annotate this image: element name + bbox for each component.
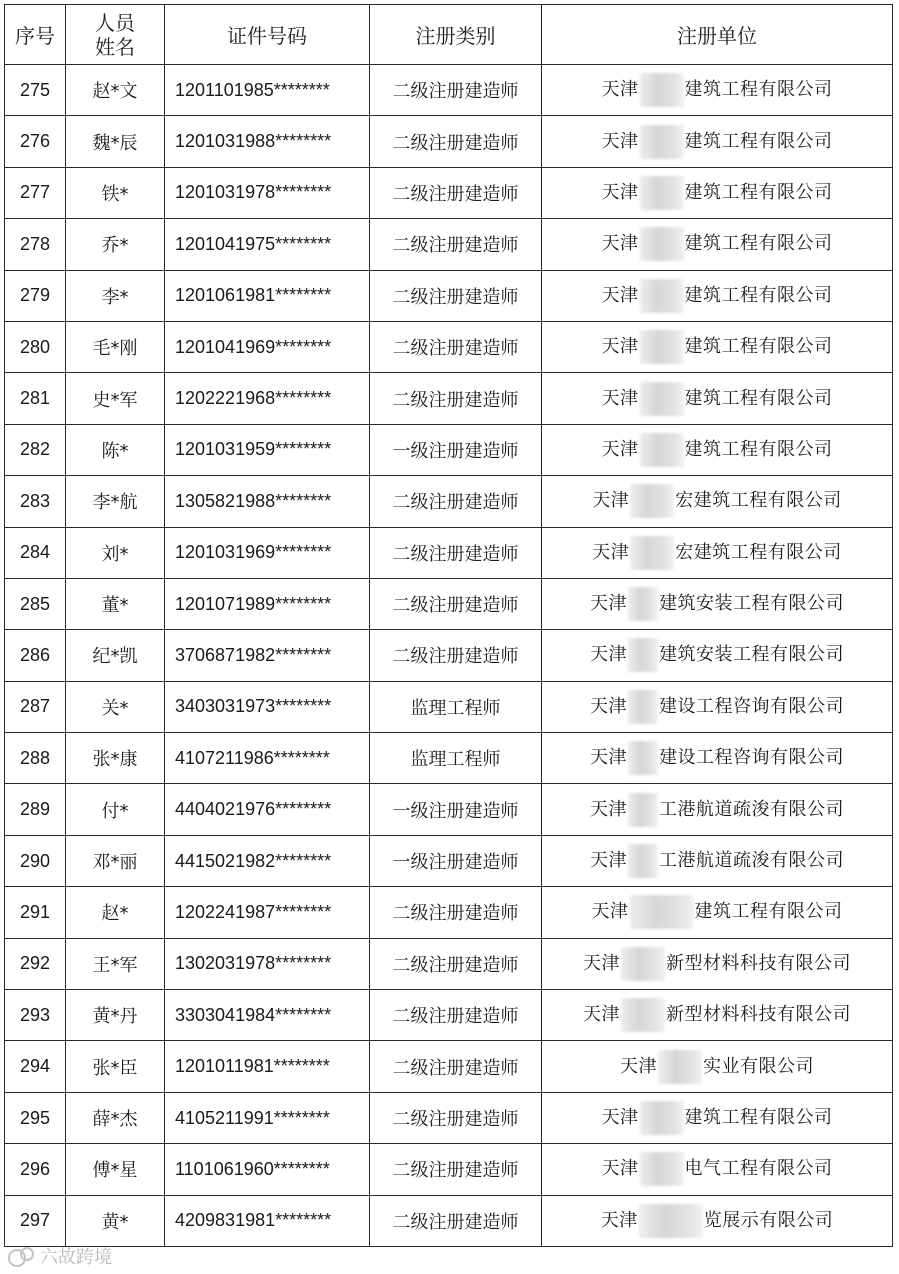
table-row xyxy=(5,424,893,475)
redaction-blur xyxy=(640,73,684,107)
row-no: 283 xyxy=(5,476,66,527)
unit-suffix: 工港航道疏浚有限公司 xyxy=(659,798,844,820)
row-type: 二级注册建造师 xyxy=(370,321,542,372)
unit-prefix: 天津 xyxy=(583,1004,620,1026)
unit-prefix: 天津 xyxy=(592,490,630,512)
row-unit xyxy=(542,65,893,116)
unit-suffix: 建筑工程有限公司 xyxy=(684,438,833,460)
row-unit xyxy=(542,681,893,732)
watermark-text: 六故跨境 xyxy=(40,1247,112,1268)
row-id-number: 3303041984******** xyxy=(165,990,370,1041)
row-unit xyxy=(542,270,893,321)
unit-suffix: 建设工程咨询有限公司 xyxy=(659,695,844,717)
row-name: 关* xyxy=(66,681,165,732)
row-name: 邓*丽 xyxy=(66,835,165,886)
unit-suffix: 建筑工程有限公司 xyxy=(684,181,833,203)
row-no: 287 xyxy=(5,681,66,732)
table-row xyxy=(5,116,893,167)
row-type: 二级注册建造师 xyxy=(370,527,542,578)
row-name: 陈* xyxy=(66,424,165,475)
redaction-blur xyxy=(640,330,684,364)
row-unit xyxy=(542,887,893,938)
row-id-number: 1305821988******** xyxy=(165,476,370,527)
redaction-blur xyxy=(639,1204,703,1238)
unit-prefix: 天津 xyxy=(590,695,627,717)
unit-prefix: 天津 xyxy=(601,387,639,409)
row-no: 277 xyxy=(5,167,66,218)
row-type: 二级注册建造师 xyxy=(370,65,542,116)
row-unit xyxy=(542,527,893,578)
unit-prefix: 天津 xyxy=(583,952,620,974)
unit-suffix: 新型材料科技有限公司 xyxy=(666,952,851,974)
row-no: 279 xyxy=(5,270,66,321)
unit-prefix: 天津 xyxy=(592,541,630,563)
row-unit xyxy=(542,784,893,835)
row-type: 二级注册建造师 xyxy=(370,1041,542,1092)
row-name: 史*军 xyxy=(66,373,165,424)
row-name: 赵* xyxy=(66,887,165,938)
unit-suffix: 宏建筑工程有限公司 xyxy=(675,541,842,563)
row-unit xyxy=(542,476,893,527)
redaction-blur xyxy=(628,587,658,621)
row-name: 赵*文 xyxy=(66,65,165,116)
row-id-number: 1201071989******** xyxy=(165,578,370,629)
unit-prefix: 天津 xyxy=(601,1107,639,1128)
redaction-blur xyxy=(621,998,665,1032)
row-id-number: 3706871982******** xyxy=(165,630,370,681)
redaction-blur xyxy=(640,1101,684,1135)
table-row xyxy=(5,990,893,1041)
unit-suffix: 工港航道疏浚有限公司 xyxy=(659,850,844,872)
row-type: 二级注册建造师 xyxy=(370,1092,542,1143)
unit-prefix: 天津 xyxy=(590,593,627,615)
redaction-blur xyxy=(640,176,684,210)
row-no: 294 xyxy=(5,1041,66,1092)
row-type: 二级注册建造师 xyxy=(370,476,542,527)
row-type: 二级注册建造师 xyxy=(370,219,542,270)
unit-suffix: 建筑工程有限公司 xyxy=(684,130,833,152)
row-unit xyxy=(542,1144,893,1195)
redaction-blur xyxy=(628,690,658,724)
unit-prefix: 天津 xyxy=(590,644,627,666)
redaction-blur xyxy=(621,947,665,981)
header-name-line2: 姓名 xyxy=(95,34,135,59)
row-id-number: 1201041969******** xyxy=(165,321,370,372)
unit-prefix: 天津 xyxy=(601,284,639,306)
row-unit xyxy=(542,219,893,270)
row-id-number: 1302031978******** xyxy=(165,938,370,989)
table-row xyxy=(5,527,893,578)
header-no: 序号 xyxy=(5,5,66,65)
row-id-number: 4415021982******** xyxy=(165,835,370,886)
row-unit xyxy=(542,990,893,1041)
row-unit xyxy=(542,1041,893,1092)
watermark xyxy=(6,1243,112,1269)
table-row xyxy=(5,681,893,732)
unit-prefix: 天津 xyxy=(601,233,639,255)
row-id-number: 1201031988******** xyxy=(165,116,370,167)
unit-prefix: 天津 xyxy=(590,798,627,820)
unit-prefix: 天津 xyxy=(591,901,629,923)
row-id-number: 1101061960******** xyxy=(165,1144,370,1195)
table-row xyxy=(5,887,893,938)
unit-suffix: 新型材料科技有限公司 xyxy=(666,1004,851,1026)
row-id-number: 1201031959******** xyxy=(165,424,370,475)
row-no: 292 xyxy=(5,938,66,989)
row-no: 290 xyxy=(5,835,66,886)
row-name: 薛*杰 xyxy=(66,1092,165,1143)
unit-suffix: 建筑工程有限公司 xyxy=(684,233,833,255)
registration-table xyxy=(4,4,893,1247)
table-row xyxy=(5,630,893,681)
table-row xyxy=(5,65,893,116)
row-type: 二级注册建造师 xyxy=(370,938,542,989)
unit-prefix: 天津 xyxy=(601,438,639,460)
row-unit xyxy=(542,424,893,475)
row-name: 刘* xyxy=(66,527,165,578)
table-row xyxy=(5,784,893,835)
redaction-blur xyxy=(628,638,658,672)
row-type: 监理工程师 xyxy=(370,681,542,732)
row-no: 297 xyxy=(5,1195,66,1246)
row-name: 王*军 xyxy=(66,938,165,989)
row-type: 二级注册建造师 xyxy=(370,578,542,629)
unit-suffix: 建筑工程有限公司 xyxy=(684,387,833,409)
row-unit xyxy=(542,630,893,681)
row-unit xyxy=(542,116,893,167)
row-no: 289 xyxy=(5,784,66,835)
header-id: 证件号码 xyxy=(165,5,370,65)
row-name: 李*航 xyxy=(66,476,165,527)
table-row xyxy=(5,1195,893,1246)
unit-prefix: 天津 xyxy=(600,1209,638,1231)
redaction-blur xyxy=(658,1050,702,1084)
row-unit xyxy=(542,373,893,424)
row-id-number: 1202241987******** xyxy=(165,887,370,938)
row-name: 董* xyxy=(66,578,165,629)
unit-suffix: 建设工程咨询有限公司 xyxy=(659,747,844,769)
row-unit xyxy=(542,578,893,629)
row-no: 296 xyxy=(5,1144,66,1195)
row-unit xyxy=(542,1092,893,1143)
row-name: 张*臣 xyxy=(66,1041,165,1092)
unit-prefix: 天津 xyxy=(590,850,627,872)
table-row xyxy=(5,1144,893,1195)
table-row xyxy=(5,1092,893,1143)
table-row xyxy=(5,938,893,989)
row-id-number: 3403031973******** xyxy=(165,681,370,732)
table-row xyxy=(5,167,893,218)
row-name: 魏*辰 xyxy=(66,116,165,167)
table-row xyxy=(5,1041,893,1092)
row-id-number: 1201101985******** xyxy=(165,65,370,116)
row-name: 张*康 xyxy=(66,733,165,784)
unit-suffix: 宏建筑工程有限公司 xyxy=(675,490,842,512)
unit-prefix: 天津 xyxy=(620,1055,657,1077)
redaction-blur xyxy=(630,895,694,929)
table-row xyxy=(5,835,893,886)
row-type: 二级注册建造师 xyxy=(370,1144,542,1195)
unit-suffix: 建筑安装工程有限公司 xyxy=(659,644,844,666)
table-row xyxy=(5,578,893,629)
row-unit xyxy=(542,1195,893,1246)
row-name: 纪*凯 xyxy=(66,630,165,681)
unit-suffix: 电气工程有限公司 xyxy=(684,1158,833,1180)
row-no: 295 xyxy=(5,1092,66,1143)
redaction-blur xyxy=(640,433,684,467)
unit-prefix: 天津 xyxy=(601,336,639,358)
redaction-blur xyxy=(640,382,684,416)
row-name: 付* xyxy=(66,784,165,835)
row-id-number: 4105211991******** xyxy=(165,1092,370,1143)
row-no: 278 xyxy=(5,219,66,270)
row-type: 二级注册建造师 xyxy=(370,167,542,218)
row-no: 280 xyxy=(5,321,66,372)
row-no: 284 xyxy=(5,527,66,578)
unit-suffix: 建筑工程有限公司 xyxy=(684,79,833,101)
row-id-number: 1201041975******** xyxy=(165,219,370,270)
unit-suffix: 实业有限公司 xyxy=(703,1055,814,1077)
header-name-line1: 人员 xyxy=(95,10,135,35)
row-name: 毛*刚 xyxy=(66,321,165,372)
unit-prefix: 天津 xyxy=(601,79,639,101)
unit-prefix: 天津 xyxy=(590,747,627,769)
row-unit xyxy=(542,938,893,989)
table-row xyxy=(5,373,893,424)
row-unit xyxy=(542,835,893,886)
unit-suffix: 览展示有限公司 xyxy=(703,1209,834,1231)
redaction-blur xyxy=(630,484,674,518)
header-name xyxy=(66,5,165,65)
row-id-number: 4404021976******** xyxy=(165,784,370,835)
row-no: 293 xyxy=(5,990,66,1041)
row-no: 275 xyxy=(5,65,66,116)
row-no: 291 xyxy=(5,887,66,938)
row-name: 黄*丹 xyxy=(66,990,165,1041)
redaction-blur xyxy=(640,125,684,159)
row-no: 286 xyxy=(5,630,66,681)
row-type: 二级注册建造师 xyxy=(370,1195,542,1246)
unit-prefix: 天津 xyxy=(601,1158,639,1180)
unit-suffix: 建筑工程有限公司 xyxy=(684,1107,833,1128)
header-type: 注册类别 xyxy=(370,5,542,65)
row-unit xyxy=(542,733,893,784)
unit-suffix: 建筑工程有限公司 xyxy=(694,901,843,923)
row-name: 傅*星 xyxy=(66,1144,165,1195)
row-no: 282 xyxy=(5,424,66,475)
row-unit xyxy=(542,321,893,372)
row-type: 一级注册建造师 xyxy=(370,835,542,886)
redaction-blur xyxy=(640,279,684,313)
row-name: 乔* xyxy=(66,219,165,270)
row-id-number: 1201061981******** xyxy=(165,270,370,321)
row-no: 288 xyxy=(5,733,66,784)
table-row xyxy=(5,219,893,270)
row-name: 铁* xyxy=(66,167,165,218)
unit-suffix: 建筑工程有限公司 xyxy=(684,284,833,306)
row-name: 黄* xyxy=(66,1195,165,1246)
redaction-blur xyxy=(628,844,658,878)
row-id-number: 1202221968******** xyxy=(165,373,370,424)
row-unit xyxy=(542,167,893,218)
row-no: 285 xyxy=(5,578,66,629)
row-type: 二级注册建造师 xyxy=(370,990,542,1041)
row-type: 二级注册建造师 xyxy=(370,630,542,681)
redaction-blur xyxy=(640,227,684,261)
row-type: 二级注册建造师 xyxy=(370,887,542,938)
redaction-blur xyxy=(628,793,658,827)
unit-suffix: 建筑工程有限公司 xyxy=(684,336,833,358)
redaction-blur xyxy=(630,536,674,570)
row-no: 276 xyxy=(5,116,66,167)
table-row xyxy=(5,733,893,784)
watermark-logo-icon xyxy=(6,1245,36,1267)
row-type: 一级注册建造师 xyxy=(370,784,542,835)
table-row xyxy=(5,476,893,527)
row-type: 二级注册建造师 xyxy=(370,373,542,424)
unit-suffix: 建筑安装工程有限公司 xyxy=(659,593,844,615)
row-type: 监理工程师 xyxy=(370,733,542,784)
row-id-number: 4107211986******** xyxy=(165,733,370,784)
unit-prefix: 天津 xyxy=(601,181,639,203)
row-id-number: 1201011981******** xyxy=(165,1041,370,1092)
row-id-number: 1201031978******** xyxy=(165,167,370,218)
redaction-blur xyxy=(628,741,658,775)
table-row xyxy=(5,321,893,372)
unit-prefix: 天津 xyxy=(601,130,639,152)
redaction-blur xyxy=(640,1152,684,1186)
table-row xyxy=(5,270,893,321)
row-type: 二级注册建造师 xyxy=(370,116,542,167)
header-row xyxy=(5,5,893,65)
row-no: 281 xyxy=(5,373,66,424)
row-id-number: 4209831981******** xyxy=(165,1195,370,1246)
row-type: 一级注册建造师 xyxy=(370,424,542,475)
row-id-number: 1201031969******** xyxy=(165,527,370,578)
row-name: 李* xyxy=(66,270,165,321)
header-unit: 注册单位 xyxy=(542,5,893,65)
row-type: 二级注册建造师 xyxy=(370,270,542,321)
